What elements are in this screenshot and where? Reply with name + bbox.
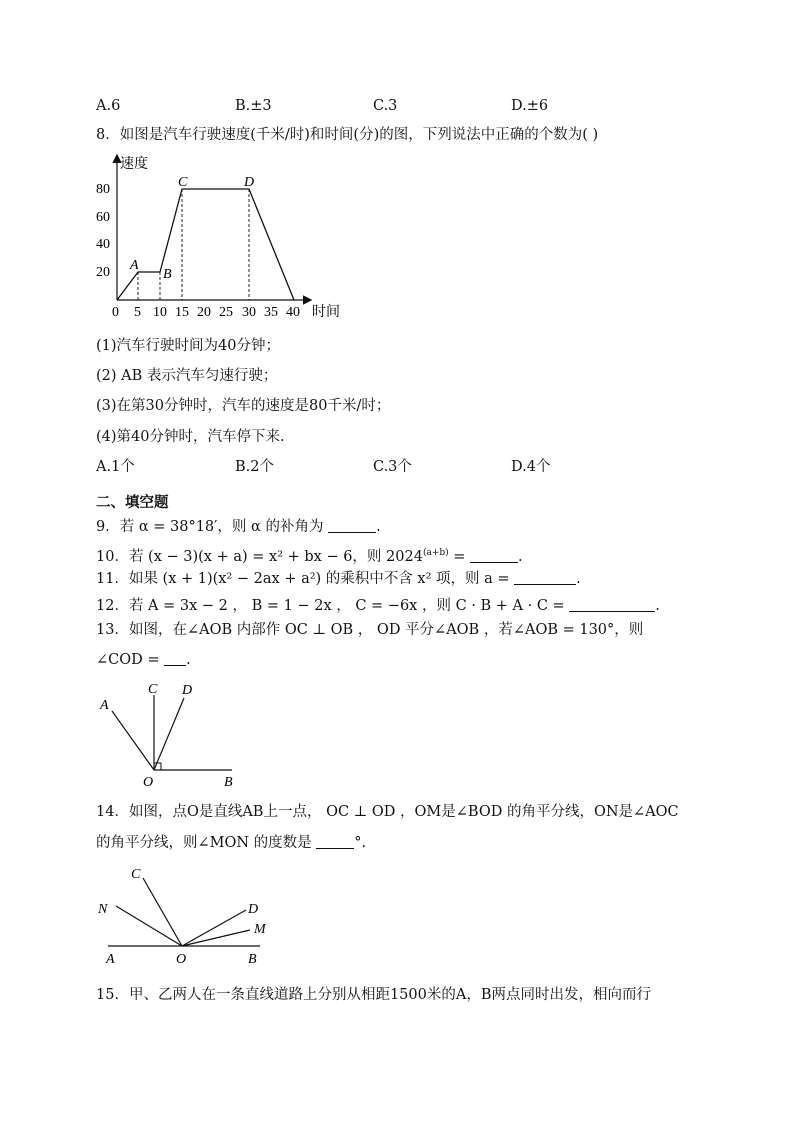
x-axis-label: 时间 xyxy=(312,305,340,320)
q11-answer-blank[interactable] xyxy=(514,570,576,585)
label-n: N xyxy=(98,902,108,917)
q8-option-c: C.3个 xyxy=(373,459,412,475)
q8-statement-1: (1)汽车行驶时间为40分钟； xyxy=(96,338,280,354)
q10-exponent: (a+b) xyxy=(422,548,449,558)
q8-stem: 8．如图是汽车行驶速度(千米/时)和时间(分)的图，下列说法中正确的个数为( ) xyxy=(96,127,599,143)
q8-option-a: A.1个 xyxy=(96,459,135,475)
q14-line2: 的角平分线，则∠MON 的度数是 xyxy=(96,835,312,851)
y-tick: 80 xyxy=(96,182,110,197)
q10 xyxy=(96,543,523,567)
q8-statement-2: (2) AB 表示汽车匀速行驶； xyxy=(96,368,278,384)
q8-option-d: D.4个 xyxy=(511,459,551,475)
q13-answer-blank[interactable] xyxy=(164,651,186,666)
q7-option-a: A.6 xyxy=(96,98,121,114)
label-d: D xyxy=(182,683,193,698)
q8-speed-time-graph xyxy=(96,152,340,322)
q14-angle-figure xyxy=(96,862,296,967)
point-b-label: B xyxy=(163,267,172,282)
q11-text: 11．如果 (x + 1)(x² − 2ax + a²) 的乘积中不含 x² 项，则 a = xyxy=(96,571,510,587)
y-tick: 20 xyxy=(96,265,110,280)
x-tick: 10 xyxy=(153,305,167,320)
y-tick: 60 xyxy=(96,210,110,225)
x-tick: 35 xyxy=(264,305,278,320)
x-tick: 25 xyxy=(219,305,233,320)
q15-text: 15．甲、乙两人在一条直线道路上分别从相距1500米的A，B两点同时出发，相向而行 xyxy=(96,987,651,1003)
q14-line2-wrap xyxy=(96,833,366,853)
q14-answer-blank[interactable] xyxy=(316,834,354,849)
x-tick: 40 xyxy=(286,305,300,320)
label-a: A xyxy=(100,698,109,713)
q9-end: . xyxy=(376,519,381,535)
label-d: D xyxy=(248,902,259,917)
point-d-label: D xyxy=(244,175,255,190)
label-o: O xyxy=(176,952,187,967)
q11-end: . xyxy=(576,571,581,587)
label-b: B xyxy=(224,775,233,790)
q8-statement-3: (3)在第30分钟时，汽车的速度是80千米/时； xyxy=(96,398,391,414)
q7-option-c: C.3 xyxy=(373,98,398,114)
label-c: C xyxy=(148,682,158,697)
x-tick: 15 xyxy=(175,305,189,320)
q8-option-b: B.2个 xyxy=(235,459,274,475)
q9-text: 9．若 α = 38°18′，则 α 的补角为 xyxy=(96,519,324,535)
point-a-label: A xyxy=(130,258,139,273)
q10-eq: = xyxy=(448,548,466,565)
label-a: A xyxy=(106,952,115,967)
q13-end: . xyxy=(186,652,191,668)
q13-line1: 13．如图，在∠AOB 内部作 OC ⊥ OB ， OD 平分∠AOB ，若∠AOB = 130°，则 xyxy=(96,622,644,638)
q13-angle-figure xyxy=(96,678,246,788)
q9-answer-blank[interactable] xyxy=(328,518,376,533)
q12-answer-blank[interactable] xyxy=(569,597,655,612)
label-c: C xyxy=(131,867,141,882)
q12-end: . xyxy=(655,598,660,614)
speed-line xyxy=(117,189,294,300)
x-tick: 30 xyxy=(242,305,256,320)
q7-option-d: D.±6 xyxy=(511,98,549,114)
label-m: M xyxy=(254,922,266,937)
q12-text: 12．若 A = 3x − 2 ， B = 1 − 2x ， C = −6x ，则 C · B + A · C = xyxy=(96,598,565,614)
x-tick: 5 xyxy=(134,305,141,320)
q10-end: . xyxy=(518,548,523,565)
x-tick: 0 xyxy=(112,305,119,320)
section-title: 二、填空题 xyxy=(96,495,169,511)
y-axis-label: 速度 xyxy=(120,157,148,172)
q14-line1: 14．如图，点O是直线AB上一点， OC ⊥ OD ，OM是∠BOD 的角平分线，ON是∠AOC xyxy=(96,804,679,820)
label-o: O xyxy=(143,775,154,790)
q10-answer-blank[interactable] xyxy=(470,548,518,563)
q7-option-b: B.±3 xyxy=(235,98,272,114)
q12 xyxy=(96,596,660,616)
q13-line2: ∠COD = xyxy=(96,652,160,668)
q8-statement-4: (4)第40分钟时，汽车停下来. xyxy=(96,429,285,445)
y-tick: 40 xyxy=(96,237,110,252)
q14-end: °. xyxy=(354,835,367,851)
point-c-label: C xyxy=(178,175,188,190)
q13-line2-wrap xyxy=(96,650,191,670)
q10-text: 10．若 (x − 3)(x + a) = x² + bx − 6，则 2024 xyxy=(96,548,423,565)
q11 xyxy=(96,569,581,589)
label-b: B xyxy=(248,952,257,967)
q9 xyxy=(96,517,381,537)
x-tick: 20 xyxy=(197,305,211,320)
